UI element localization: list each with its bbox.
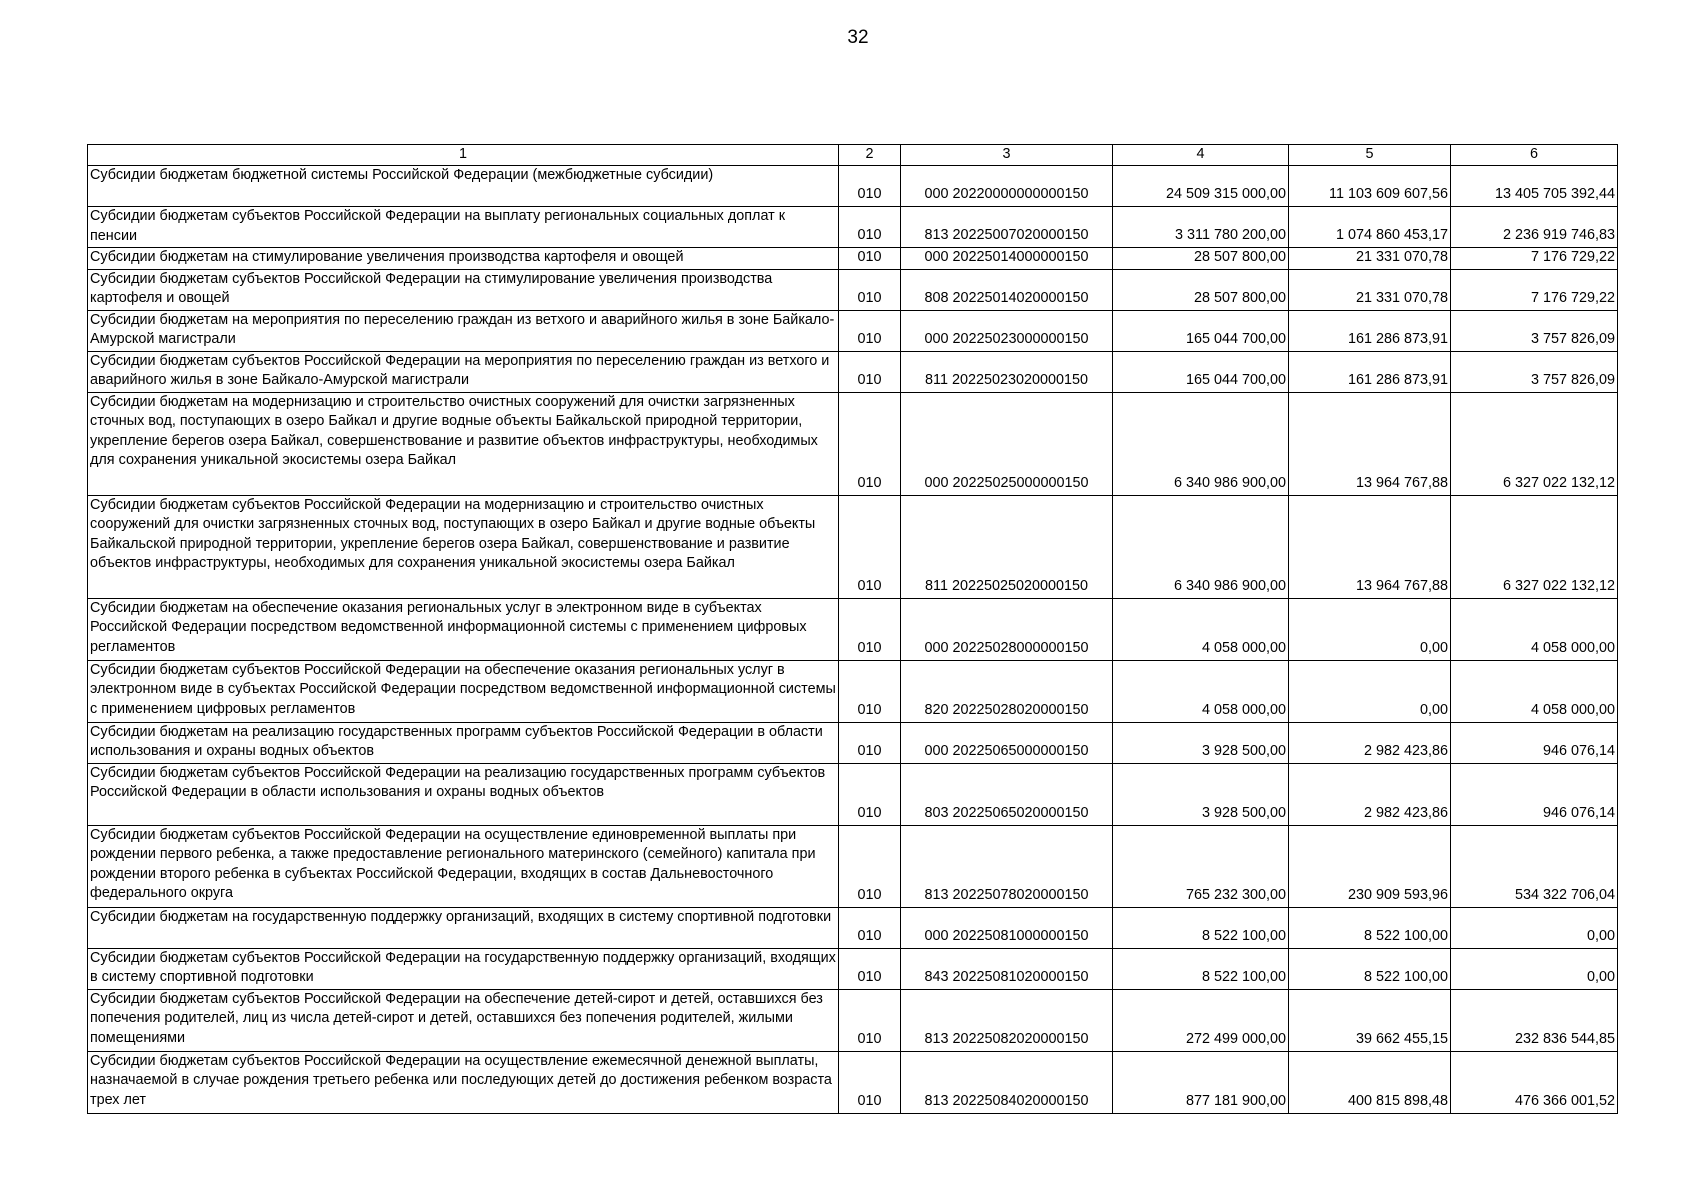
budget-table [87,144,1618,1114]
row-col5-value: 8 522 100,00 [1363,928,1448,944]
row-col6-amount [1451,722,1618,763]
row-code-value: 000 20225023000000150 [924,331,1089,347]
row-col4-amount [1113,166,1289,207]
row-budget-code [901,948,1113,989]
row-code-value: 813 20225007020000150 [924,227,1089,244]
row-code-value: 000 20225028000000150 [924,640,1089,656]
row-description: Субсидии бюджетам субъектов Российской Федерации на осуществление ежемесячной денежной выплаты, назначаемой в случае рождения третьего ребенка или последующих детей до достижения ребенком возраста трех лет [88,1051,839,1113]
row-grbs-code [839,351,901,392]
row-grbs-code [839,907,901,948]
row-description: Субсидии бюджетам субъектов Российской Федерации на осуществление единовременной выплаты при рождении первого ребенка, а также предоставление регионального материнского (семейного) капитала при рождении второго ребенка в субъектах Российской Федерации, входящих в состав Дальневосточного федерального округа [88,825,839,907]
row-col5-amount [1289,310,1451,351]
row-grbs-value: 010 [857,640,882,656]
row-col4-value: 3 928 500,00 [1201,805,1286,821]
row-grbs-value: 010 [857,372,882,388]
row-budget-code [901,825,1113,907]
row-grbs-value: 010 [857,475,882,491]
row-col6-value: 0,00 [1586,969,1615,985]
row-col6-value: 946 076,14 [1542,805,1615,821]
row-grbs-value: 010 [857,290,882,306]
row-col6-value: 3 757 826,09 [1530,372,1615,388]
row-grbs-code [839,948,901,989]
row-grbs-value: 010 [857,887,882,903]
row-col6-value: 6 327 022 132,12 [1502,475,1615,491]
row-col4-value: 6 340 986 900,00 [1173,475,1286,491]
table-row [88,248,1618,270]
row-budget-code [901,907,1113,948]
row-col5-amount [1289,269,1451,310]
table-row [88,310,1618,351]
table-row [88,495,1618,598]
row-code-value: 000 20225014000000150 [924,249,1089,265]
row-description: Субсидии бюджетам на государственную поддержку организаций, входящих в систему спортивной подготовки [88,907,839,948]
row-grbs-code [839,660,901,722]
row-col6-value: 7 176 729,22 [1530,290,1615,306]
column-header-3: 3 [901,145,1113,166]
row-budget-code [901,660,1113,722]
row-code-value: 000 20225025000000150 [924,475,1089,491]
table-row [88,660,1618,722]
row-grbs-code [839,598,901,660]
row-grbs-code [839,392,901,495]
row-grbs-value: 010 [857,1031,882,1047]
row-col6-amount [1451,248,1618,270]
row-col4-value: 28 507 800,00 [1193,249,1286,265]
row-col6-value: 0,00 [1586,928,1615,944]
row-col4-amount [1113,989,1289,1051]
table-row [88,598,1618,660]
row-code-value: 813 20225078020000150 [924,887,1089,903]
row-budget-code [901,598,1113,660]
row-description: Субсидии бюджетам субъектов Российской Федерации на государственную поддержку организаций, входящих в систему спортивной подготовки [88,948,839,989]
row-budget-code [901,310,1113,351]
row-budget-code [901,763,1113,825]
row-col5-amount [1289,598,1451,660]
row-col6-amount [1451,660,1618,722]
header-row [88,145,1618,166]
table-row [88,351,1618,392]
column-header-4: 4 [1113,145,1289,166]
row-col6-value: 4 058 000,00 [1530,702,1615,718]
row-grbs-code [839,763,901,825]
row-col4-amount [1113,948,1289,989]
table-body [88,166,1618,1114]
row-col4-amount [1113,495,1289,598]
row-col4-amount [1113,907,1289,948]
row-col5-value: 8 522 100,00 [1363,969,1448,985]
table-row [88,166,1618,207]
row-description: Субсидии бюджетам субъектов Российской Федерации на обеспечение оказания региональных услуг в электронном виде в субъектах Российской Федерации посредством ведомственной информационной системы с применением цифровых регламентов [88,660,839,722]
row-grbs-code [839,1051,901,1113]
row-col5-value: 0,00 [1419,702,1448,718]
row-budget-code [901,989,1113,1051]
row-col5-value: 2 982 423,86 [1363,743,1448,759]
row-col5-amount [1289,248,1451,270]
row-col5-amount [1289,763,1451,825]
row-col4-amount [1113,248,1289,270]
row-col4-value: 8 522 100,00 [1201,969,1286,985]
row-col4-value: 165 044 700,00 [1185,372,1286,388]
row-col5-amount [1289,351,1451,392]
row-col5-value: 2 982 423,86 [1363,805,1448,821]
row-description: Субсидии бюджетам субъектов Российской Федерации на мероприятия по переселению граждан из ветхого и аварийного жилья в зоне Байкало-Амурской магистрали [88,351,839,392]
row-col5-value: 1 074 860 453,17 [1335,227,1448,244]
row-col4-value: 3 311 780 200,00 [1175,227,1286,244]
row-budget-code [901,722,1113,763]
row-col5-value: 21 331 070,78 [1355,290,1448,306]
row-grbs-value: 010 [857,969,882,985]
row-code-value: 803 20225065020000150 [924,805,1089,821]
row-description: Субсидии бюджетам на стимулирование увеличения производства картофеля и овощей [88,248,839,270]
row-col6-amount [1451,166,1618,207]
row-col6-amount [1451,989,1618,1051]
row-col5-amount [1289,207,1451,248]
row-col4-amount [1113,392,1289,495]
row-description: Субсидии бюджетам бюджетной системы Российской Федерации (межбюджетные субсидии) [88,166,839,207]
row-grbs-value: 010 [857,805,882,821]
row-col6-value: 2 236 919 746,83 [1502,227,1615,244]
table-row [88,948,1618,989]
row-col6-amount [1451,207,1618,248]
column-header-5: 5 [1289,145,1451,166]
row-description: Субсидии бюджетам субъектов Российской Федерации на обеспечение детей-сирот и детей, оставшихся без попечения родителей, лиц из числа детей-сирот и детей, оставшихся без попечения родителей, жилыми помещениями [88,989,839,1051]
row-budget-code [901,248,1113,270]
row-grbs-value: 010 [857,1093,882,1109]
table-row [88,763,1618,825]
table-row [88,1051,1618,1113]
row-budget-code [901,351,1113,392]
row-grbs-value: 010 [857,743,882,759]
row-col4-value: 4 058 000,00 [1201,640,1286,656]
row-code-value: 811 20225023020000150 [925,372,1088,388]
row-col4-amount [1113,722,1289,763]
row-col6-value: 6 327 022 132,12 [1502,578,1615,594]
row-col4-amount [1113,763,1289,825]
row-col6-amount [1451,763,1618,825]
page-number: 32 [847,27,869,48]
row-col5-amount [1289,722,1451,763]
row-col6-amount [1451,1051,1618,1113]
row-code-value: 811 20225025020000150 [925,578,1088,594]
table-row [88,989,1618,1051]
row-grbs-value: 010 [857,186,882,203]
table-row [88,722,1618,763]
row-grbs-value: 010 [857,928,882,944]
row-col6-amount [1451,310,1618,351]
row-grbs-code [839,722,901,763]
row-col6-value: 13 405 705 392,44 [1494,186,1615,203]
row-budget-code [901,166,1113,207]
row-col5-amount [1289,660,1451,722]
table-row [88,269,1618,310]
row-col6-amount [1451,351,1618,392]
row-col6-amount [1451,907,1618,948]
column-header-2: 2 [839,145,901,166]
row-code-value: 843 20225081020000150 [924,969,1089,985]
row-col6-value: 232 836 544,85 [1514,1031,1615,1047]
row-col6-amount [1451,598,1618,660]
row-grbs-code [839,310,901,351]
row-grbs-code [839,825,901,907]
row-grbs-code [839,207,901,248]
row-col4-value: 6 340 986 900,00 [1173,578,1286,594]
row-description: Субсидии бюджетам субъектов Российской Федерации на модернизацию и строительство очистных сооружений для очистки загрязненных сточных вод, поступающих в озеро Байкал и другие водные объекты Байкальской природной территории, укрепление берегов озера Байкал, совершенствование и развитие объектов инфраструктуры, необходимых для сохранения уникальной экосистемы озера Байкал [88,495,839,598]
row-col6-value: 476 366 001,52 [1514,1093,1615,1109]
row-budget-code [901,269,1113,310]
row-description: Субсидии бюджетам субъектов Российской Федерации на реализацию государственных программ субъектов Российской Федерации в области использования и охраны водных объектов [88,763,839,825]
row-col4-value: 272 499 000,00 [1185,1031,1286,1047]
row-col6-value: 946 076,14 [1542,743,1615,759]
row-col4-amount [1113,1051,1289,1113]
row-description: Субсидии бюджетам на обеспечение оказания региональных услуг в электронном виде в субъектах Российской Федерации посредством ведомственной информационной системы с применением цифровых регламентов [88,598,839,660]
row-col6-amount [1451,825,1618,907]
table-row [88,825,1618,907]
row-grbs-value: 010 [857,249,882,265]
row-col5-amount [1289,495,1451,598]
row-col6-value: 3 757 826,09 [1530,331,1615,347]
row-col6-value: 534 322 706,04 [1514,887,1615,903]
row-col4-amount [1113,660,1289,722]
row-col5-amount [1289,392,1451,495]
row-description: Субсидии бюджетам на реализацию государственных программ субъектов Российской Федерации в области использования и охраны водных объектов [88,722,839,763]
row-grbs-code [839,495,901,598]
column-header-1: 1 [88,145,839,166]
row-col6-amount [1451,495,1618,598]
row-code-value: 000 20225081000000150 [924,928,1089,944]
row-col6-amount [1451,269,1618,310]
row-col4-value: 8 522 100,00 [1201,928,1286,944]
row-code-value: 000 20220000000000150 [924,186,1089,203]
row-description: Субсидии бюджетам на мероприятия по переселению граждан из ветхого и аварийного жилья в зоне Байкало-Амурской магистрали [88,310,839,351]
row-code-value: 000 20225065000000150 [924,743,1089,759]
row-col5-amount [1289,166,1451,207]
row-col4-amount [1113,269,1289,310]
row-col4-value: 877 181 900,00 [1185,1093,1286,1109]
row-col5-value: 21 331 070,78 [1355,249,1448,265]
row-grbs-code [839,989,901,1051]
row-col5-value: 400 815 898,48 [1347,1093,1448,1109]
row-col4-value: 4 058 000,00 [1201,702,1286,718]
row-grbs-value: 010 [857,578,882,594]
row-description: Субсидии бюджетам субъектов Российской Федерации на стимулирование увеличения производства картофеля и овощей [88,269,839,310]
row-col6-value: 7 176 729,22 [1530,249,1615,265]
row-col5-value: 161 286 873,91 [1347,331,1448,347]
row-description: Субсидии бюджетам субъектов Российской Федерации на выплату региональных социальных доплат к пенсии [88,207,839,248]
row-col5-amount [1289,825,1451,907]
row-code-value: 808 20225014020000150 [924,290,1089,306]
row-budget-code [901,495,1113,598]
row-budget-code [901,207,1113,248]
row-col4-value: 165 044 700,00 [1185,331,1286,347]
row-grbs-value: 010 [857,702,882,718]
row-col5-value: 161 286 873,91 [1347,372,1448,388]
row-col5-value: 13 964 767,88 [1355,578,1448,594]
row-col6-amount [1451,948,1618,989]
row-col4-value: 28 507 800,00 [1193,290,1286,306]
row-col4-value: 3 928 500,00 [1201,743,1286,759]
row-col4-amount [1113,598,1289,660]
row-code-value: 820 20225028020000150 [924,702,1089,718]
row-col4-amount [1113,351,1289,392]
row-col5-value: 13 964 767,88 [1355,475,1448,491]
table-row [88,907,1618,948]
row-col4-amount [1113,825,1289,907]
row-col5-amount [1289,948,1451,989]
row-grbs-code [839,248,901,270]
row-col5-value: 230 909 593,96 [1347,887,1448,903]
row-code-value: 813 20225084020000150 [924,1093,1089,1109]
row-col4-value: 24 509 315 000,00 [1165,186,1286,203]
row-col4-amount [1113,207,1289,248]
table-row [88,392,1618,495]
row-description: Субсидии бюджетам на модернизацию и строительство очистных сооружений для очистки загрязненных сточных вод, поступающих в озеро Байкал и другие водные объекты Байкальской природной территории, укрепление берегов озера Байкал, совершенствование и развитие объектов инфраструктуры, необходимых для сохранения уникальной экосистемы озера Байкал [88,392,839,495]
row-col6-amount [1451,392,1618,495]
row-grbs-code [839,166,901,207]
row-code-value: 813 20225082020000150 [924,1031,1089,1047]
row-budget-code [901,392,1113,495]
row-col4-value: 765 232 300,00 [1185,887,1286,903]
row-grbs-value: 010 [857,331,882,347]
row-col5-value: 0,00 [1419,640,1448,656]
row-col5-amount [1289,907,1451,948]
row-col6-value: 4 058 000,00 [1530,640,1615,656]
row-col4-amount [1113,310,1289,351]
row-col5-value: 39 662 455,15 [1355,1031,1448,1047]
row-budget-code [901,1051,1113,1113]
row-grbs-code [839,269,901,310]
row-col5-amount [1289,989,1451,1051]
row-col5-value: 11 103 609 607,56 [1329,186,1448,203]
row-col5-amount [1289,1051,1451,1113]
table-row [88,207,1618,248]
row-grbs-value: 010 [857,227,882,244]
column-header-6: 6 [1451,145,1618,166]
